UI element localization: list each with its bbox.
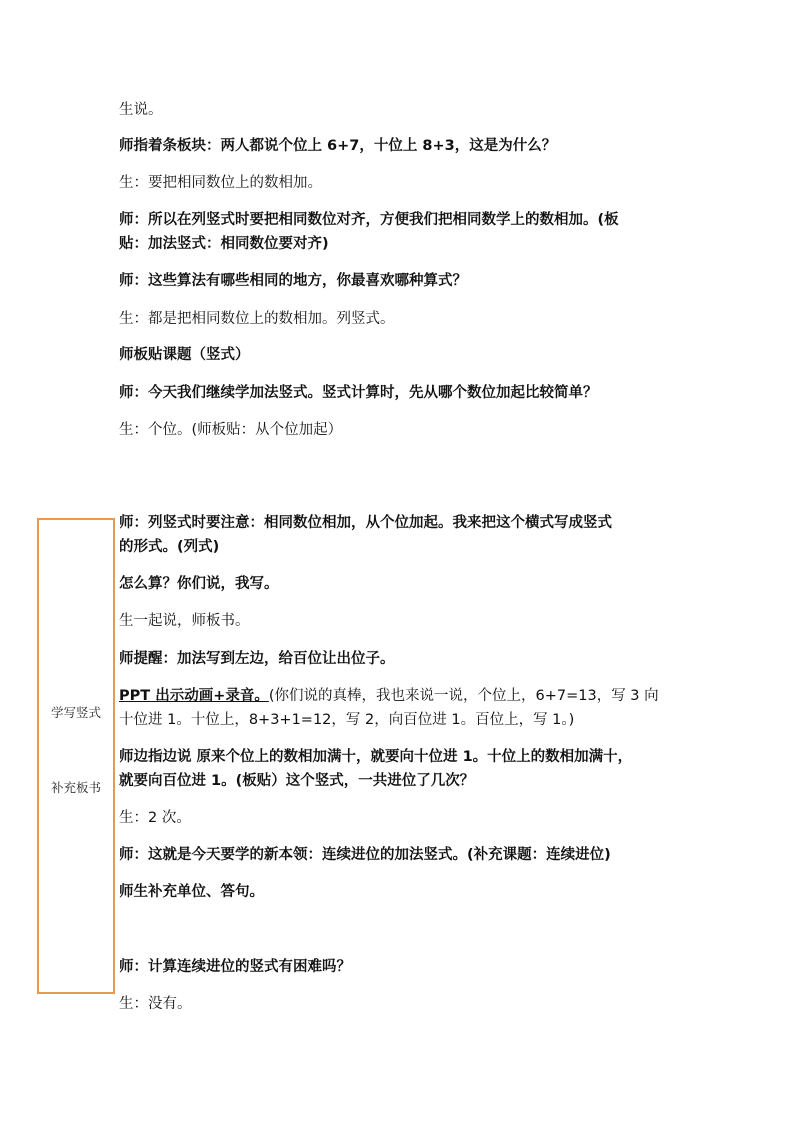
paragraph-student-answer-3 (119, 418, 679, 442)
side-label-supplement-board: 补充板书 (50, 780, 101, 795)
paragraph-teacher-note-line2: 的形式。(列式) (119, 539, 220, 555)
paragraph-student-speaks: 生说。 (119, 102, 163, 118)
paragraph-students-together: 生一起说，师板书。 (119, 613, 250, 629)
ppt-line1-rest: (你们说的真棒，我也来说一说，个位上，6+7=13，写 3 向 (268, 688, 659, 704)
paragraph-teacher-continue: 师：今天我们继续学加法竖式。竖式计算时，先从哪个数位加起比较简单？ (119, 385, 598, 401)
paragraph-student-two-times: 生：2 次。 (119, 810, 191, 826)
paragraph-ppt-line1 (119, 684, 679, 708)
paragraph-teacher-explain-line2: 就要向百位进 1。(板贴）这个竖式，一共进位了几次？ (119, 773, 475, 789)
paragraph-teacher-student-units: 师生补充单位、答句。 (119, 884, 264, 900)
paragraph-teacher-difficulty: 师：计算连续进位的竖式有困难吗？ (119, 959, 351, 975)
paragraph-student-answer-1: 生：要把相同数位上的数相加。 (119, 175, 322, 191)
paragraph-teacher-new-skill: 师：这就是今天要学的新本领：连续进位的加法竖式。(补充课题：连续进位) (119, 847, 611, 863)
paragraph-student-answer-2: 生：都是把相同数位上的数相加。列竖式。 (119, 311, 395, 327)
side-label-write-vertical: 学写竖式 (50, 705, 101, 720)
paragraph-teacher-points-board: 师指着条板块：两人都说个位上 6+7，十位上 8+3，这是为什么？ (119, 138, 557, 154)
paragraph-teacher-explain-line1: 师边指边说 原来个位上的数相加满十，就要向十位进 1。十位上的数相加满十， (119, 749, 633, 765)
paragraph-student-answer-3-text: 生：个位。(师板贴：从个位加起） (119, 422, 343, 438)
ppt-animation-label: PPT 出示动画+录音。 (119, 688, 269, 704)
paragraph-teacher-note-line1: 师：列竖式时要注意：相同数位相加，从个位加起。我来把这个横式写成竖式 (119, 515, 612, 531)
paragraph-how-to-calc: 怎么算？你们说，我写。 (119, 576, 279, 592)
paragraph-teacher-align-line2: 贴：加法竖式：相同数位要对齐) (119, 236, 329, 252)
paragraph-ppt-line2: 十位进 1。十位上，8+3+1=12，写 2，向百位进 1。百位上，写 1。) (119, 712, 575, 728)
paragraph-teacher-question-methods: 师：这些算法有哪些相同的地方，你最喜欢哪种算式？ (119, 273, 467, 289)
paragraph-teacher-align-line1: 师：所以在列竖式时要把相同数位对齐，方便我们把相同数学上的数相加。(板 (119, 212, 619, 228)
paragraph-student-no: 生：没有。 (119, 996, 192, 1012)
paragraph-teacher-board-title: 师板贴课题（竖式） (119, 347, 250, 363)
side-note-box (37, 518, 115, 994)
paragraph-teacher-reminder: 师提醒：加法写到左边，给百位让出位子。 (119, 651, 395, 667)
